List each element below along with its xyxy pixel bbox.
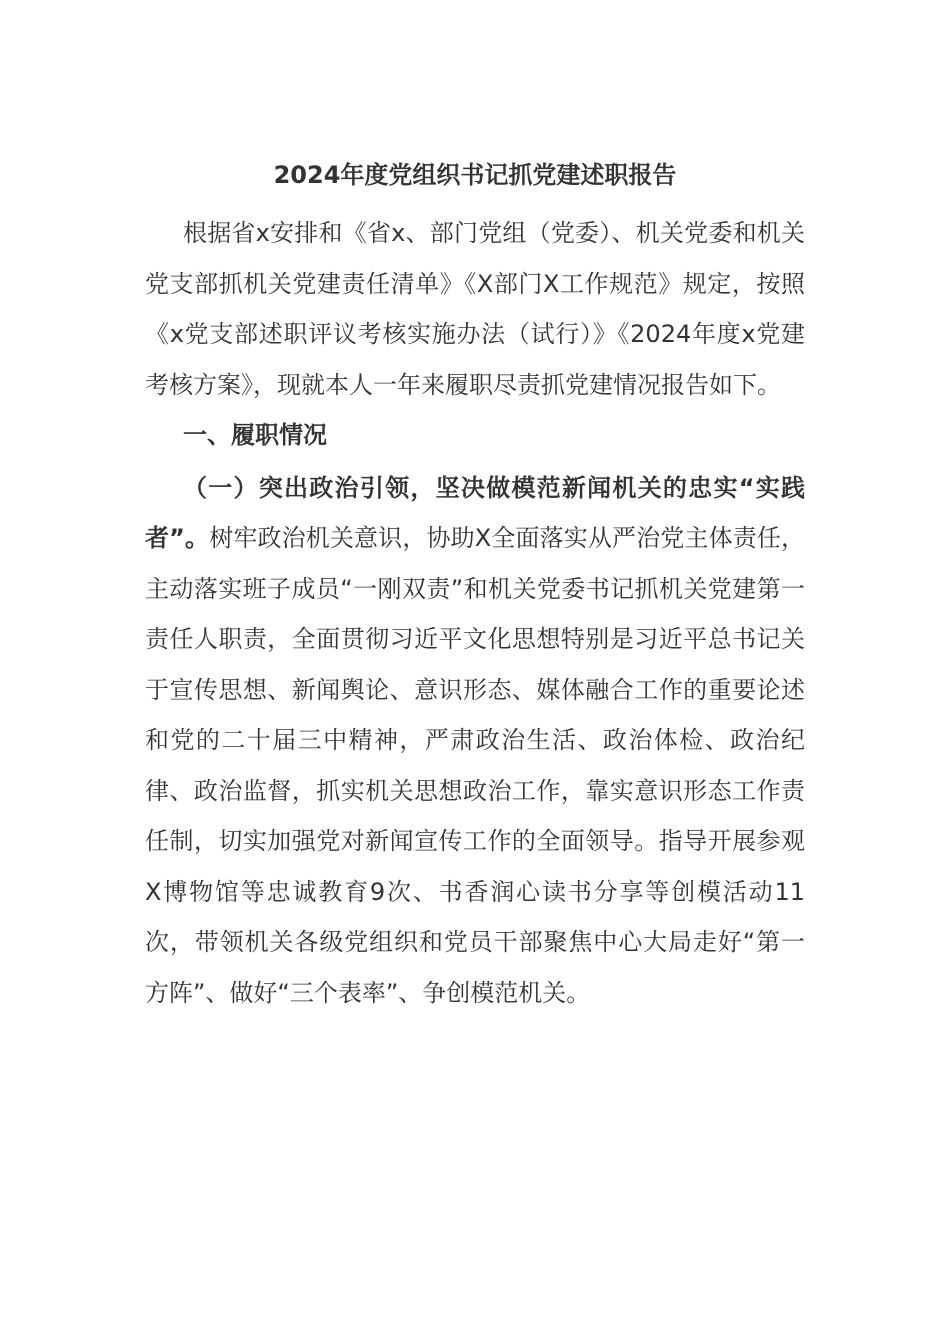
subsection-paragraph: [145, 463, 805, 1019]
document-body: [145, 152, 805, 1018]
document-title: 2024年度党组织书记抓党建述职报告: [273, 161, 677, 189]
subsection-lead: （一）突出政治引领，坚决做模范新闻机关的忠实“实践者”。: [145, 473, 805, 552]
subsection-body: 树牢政治机关意识，协助X全面落实从严治党主体责任，主动落实班子成员“一刚双责”和机关党委书记抓机关党建第一责任人职责，全面贯彻习近平文化思想特别是习近平总书记关于宣传思想、新闻舆论、意识形态、媒体融合工作的重要论述和党的二十届三中精神，严肃政治生活、政治体检、政治纪律、政治监督，抓实机关思想政治工作，靠实意识形态工作责任制，切实加强党对新闻宣传工作的全面领导。指导开展参观X博物馆等忠诚教育9次、书香润心读书分享等创模活动11次，带领机关各级党组织和党员干部聚焦中心大局走好“第一方阵”、做好“三个表率”、争创模范机关。: [145, 524, 805, 1007]
section-heading: 一、履职情况: [183, 421, 327, 449]
intro-paragraph: 根据省x安排和《省x、部门党组（党委）、机关党委和机关党支部抓机关党建责任清单》《X部门X工作规范》规定，按照《x党支部述职评议考核实施办法（试行）》《2024年度x党建考核方案》，现就本人一年来履职尽责抓党建情况报告如下。: [145, 219, 805, 399]
